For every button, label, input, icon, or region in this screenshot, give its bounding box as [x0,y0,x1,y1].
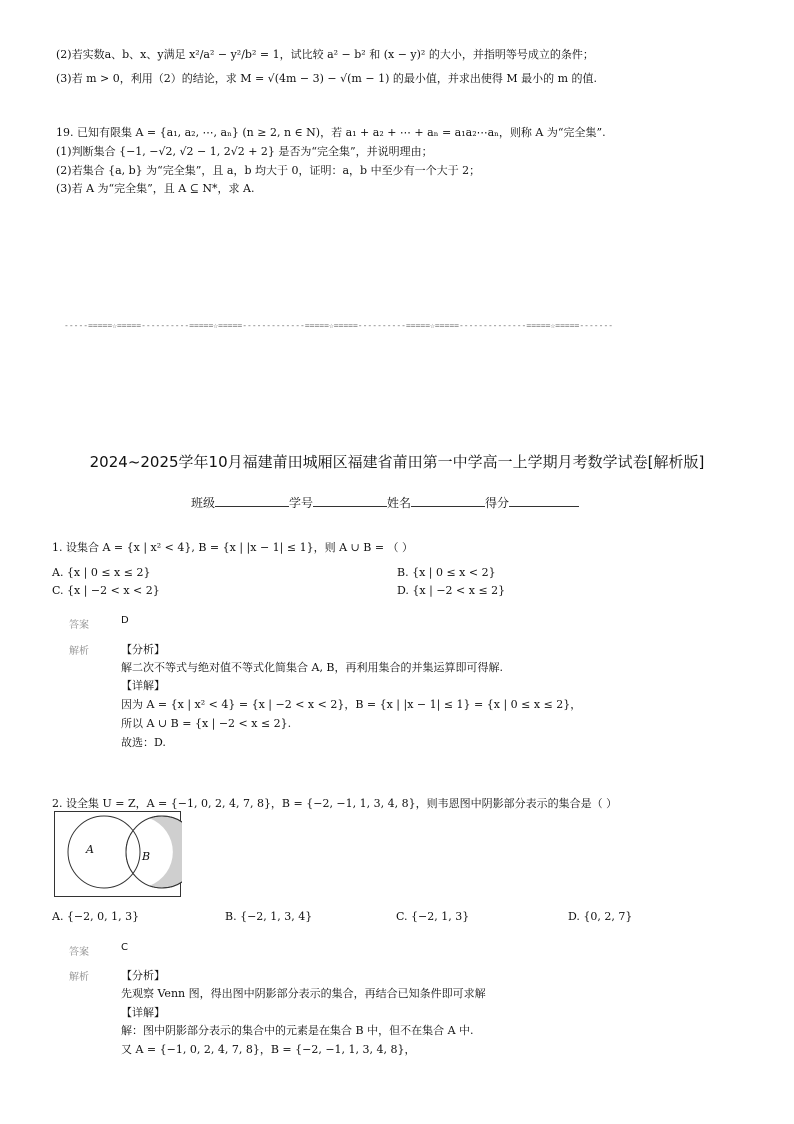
q1-option-d: D. {x | −2 < x ≤ 2} [397,584,506,597]
q19-part1: (1)判断集合 {−1, −√2, √2 − 1, 2√2 + 2} 是否为“完全集”，并说明理由； [56,145,433,158]
q1-analysis-line-2: 解二次不等式与绝对值不等式化简集合 A, B，再利用集合的并集运算即可得解. [121,661,504,674]
q1-analysis-line-3: 【详解】 [121,679,165,692]
student-info [191,494,579,511]
score-field[interactable] [509,494,579,507]
q2-analysis-line-2: 先观察 Venn 图，得出图中阴影部分表示的集合，再结合已知条件即可求解 [121,987,486,1000]
q1-option-a: A. {x | 0 ≤ x ≤ 2} [52,566,151,579]
q1-analysis-line-6: 故选：D. [121,736,166,749]
q2-stem: 2. 设全集 U = Z，A = {−1, 0, 2, 4, 7, 8}，B = {−2, −1, 1, 3, 4, 8}，则韦恩图中阴影部分表示的集合是（ ） [52,797,618,810]
score-label: 得分 [485,496,510,510]
q18-part2: (2)若实数a、b、x、y满足 x²/a² − y²/b² = 1，试比较 a² − b² 和 (x − y)² 的大小，并指明等号成立的条件； [56,48,594,61]
q2-analysis-label: 解析 [69,972,89,983]
q2-option-a: A. {−2, 0, 1, 3} [52,910,140,923]
section-separator: -----=====☆=====----------=====☆=====-------------=====☆=====----------=====☆=====--------------=====☆=====------- [64,321,614,330]
id-label: 学号 [289,496,314,510]
q1-analysis-line-4: 因为 A = {x | x² < 4} = {x | −2 < x < 2}，B = {x | |x − 1| ≤ 1} = {x | 0 ≤ x ≤ 2}， [121,698,582,711]
q1-option-b: B. {x | 0 ≤ x < 2} [397,566,496,579]
venn-diagram [54,811,182,898]
q2-option-b: B. {−2, 1, 3, 4} [225,910,313,923]
q1-analysis-line-1: 【分析】 [121,643,165,656]
q1-option-c: C. {x | −2 < x < 2} [52,584,160,597]
venn-label-b: B [142,850,151,863]
q2-answer-label: 答案 [69,947,89,958]
name-label: 姓名 [387,496,412,510]
q1-stem: 1. 设集合 A = {x | x² < 4}, B = {x | |x − 1| ≤ 1}，则 A ∪ B = （ ） [52,541,414,554]
q2-analysis-line-4: 解：图中阴影部分表示的集合中的元素是在集合 B 中，但不在集合 A 中. [121,1024,474,1037]
q2-analysis-line-5: 又 A = {−1, 0, 2, 4, 7, 8}，B = {−2, −1, 1, 3, 4, 8}， [121,1043,416,1056]
q2-analysis-line-1: 【分析】 [121,969,165,982]
class-field[interactable] [215,494,289,507]
q2-option-c: C. {−2, 1, 3} [396,910,470,923]
q1-analysis-line-5: 所以 A ∪ B = {x | −2 < x ≤ 2}. [121,717,292,730]
q19-stem: 19. 已知有限集 A = {a₁, a₂, ⋯, aₙ} (n ≥ 2, n ∈ N)，若 a₁ + a₂ + ⋯ + aₙ = a₁a₂⋯aₙ，则称 A 为“完全集”. [56,126,606,139]
q1-answer: D [121,615,129,626]
q2-option-d: D. {0, 2, 7} [568,910,633,923]
page-title: 2024~2025学年10月福建莆田城厢区福建省莆田第一中学高一上学期月考数学试卷[解析版] [89,453,705,471]
q19-part2: (2)若集合 {a, b} 为“完全集”，且 a，b 均大于 0，证明：a，b 中至少有一个大于 2； [56,164,481,177]
q1-analysis-label: 解析 [69,646,89,657]
q18-part3: (3)若 m > 0，利用（2）的结论，求 M = √(4m − 3) − √(m − 1) 的最小值，并求出使得 M 最小的 m 的值. [56,72,598,85]
venn-label-a: A [86,843,94,856]
q19-part3: (3)若 A 为“完全集”，且 A ⊆ N*，求 A. [56,182,255,195]
class-label: 班级 [191,496,216,510]
q1-answer-label: 答案 [69,620,89,631]
q2-answer: C [121,942,128,953]
name-field[interactable] [411,494,485,507]
q2-analysis-line-3: 【详解】 [121,1006,165,1019]
id-field[interactable] [313,494,387,507]
